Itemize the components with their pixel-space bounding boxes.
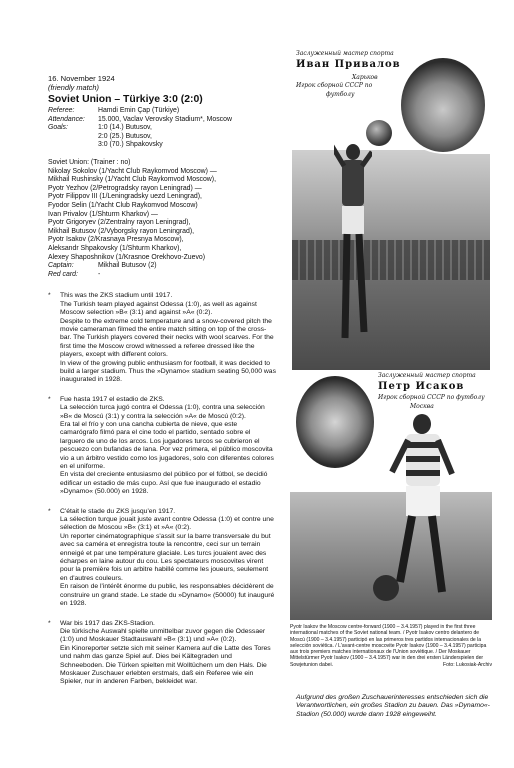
- portrait-privalov: [401, 58, 485, 152]
- player-row: Pyotr Filippov III (1/Leningradsky uezd Leningrad),: [48, 193, 202, 201]
- detail-value: 3:0 (70.) Shpakovsky: [98, 141, 163, 149]
- player-row: Pyotr Isakov (2/Krasnaya Presnya Moscow),: [48, 236, 184, 244]
- note-paragraph: La selección turca jugó contra el Odessa (1:0), contra una selección »B« de Moscú (3:1) y contra la selección »A« de Moscú (0:2).: [60, 404, 265, 420]
- detail-value: Hamdi Emin Çap (Türkiye): [98, 107, 180, 114]
- note-paragraph: Ein Kinoreporter setzte sich mit seiner Kamera auf die Latte des Tores und nahm das ganze Spiel auf. Dies bei Kältegraden und Schneeboden. Die Türken spielten mit Wolltüchern um den Hals. Die Moskauer Zuschauer erlebten erstmals, daß ein Referee wie ein Spieler, nur in anderen Farben, bekleidet war.: [60, 644, 271, 686]
- note-english: [48, 292, 276, 384]
- redcard-value: -: [98, 270, 101, 278]
- note-paragraph: Despite to the extreme cold temperature and a snow-covered pitch the movie cameraman filmed the entire match sitting on top of the cross-bar. The Turkish players covered their necks with wool scarves. For the first time the Moscow crowd witnessed a referee dressed like the players, except with different colors.: [60, 317, 274, 359]
- note-paragraph: This was the ZKS stadium until 1917.: [60, 292, 173, 300]
- detail-label: Attendance:: [48, 115, 85, 123]
- note-paragraph: Fue hasta 1917 el estadio de ZKS.: [60, 395, 165, 403]
- note-paragraph: En raison de l'intérêt énorme du public, les responsables décidèrent de construire un grand stade. Le stade du »Dynamo« (50000) fut inauguré en 1928.: [60, 583, 275, 608]
- match-details: [48, 107, 276, 150]
- stadium-stands: [292, 240, 490, 280]
- note-marker: *: [48, 395, 51, 403]
- note-paragraph: War bis 1917 das ZKS-Stadion.: [60, 619, 155, 627]
- stadium-note-german: Aufgrund des großen Zuschauerinteresses entschieden sich die Verantwortlichen, ein großes Stadion zu bauen. Das »Dynamo«-Stadion (50.000) wurde dann 1928 eingeweiht.: [296, 694, 490, 718]
- caption-role-ru: Игрок сборной СССР по футболу: [378, 394, 485, 401]
- detail-label: [48, 133, 98, 142]
- match-date: 16. November 1924: [48, 74, 115, 83]
- note-paragraph: En vista del creciente entusiasmo del público por el fútbol, se decidió edificar un estadio de más cupo. Así que fue inaugurado el estadio »Dynamo« (50.000) en 1928.: [60, 471, 268, 496]
- caption-city-ru: Москва: [410, 403, 434, 410]
- caption-text: Pyotr Isakov the Moscow centre-forward (1900 – 3.4.1957) played in the first three international matches of the Soviet national team. / Pyotr Isakov centro delantero de Moscú (1900 – 3.4.1957) participó en las primeros tres partidos internacionales de la selección soviética. / L'avant-centre moscovite Pyotr Isakov (1900 – 3.4.1957) participa aux trois premiers matches internationaux de l'Union soviétique. / Der Moskauer Mittelstürmer Pyotr Isakov (1900 – 3.4.1957) war in den drei ersten Länderspielen der Sowjetunion dabei.: [290, 624, 487, 668]
- caption-title-ru: Заслуженный мастер спорта: [296, 50, 394, 57]
- match-title: Soviet Union – Türkiye 3:0 (2:0): [48, 94, 203, 105]
- photo-credit: Foto: Lukosiak-Archiv: [443, 661, 492, 668]
- caption-name-ru: Иван Привалов: [296, 59, 401, 70]
- note-paragraph: La sélection turque jouait juste avant contre Odessa (1:0) et contre une sélection de Moscou »B« (3:1) et »A« (0:2).: [60, 516, 274, 532]
- match-type: (friendly match): [48, 83, 99, 92]
- player-row: Fyodor Selin (1/Yacht Club Raykomvod Moscow): [48, 201, 198, 209]
- player-row: Pyotr Grigoryev (2/Zentralny rayon Leningrad),: [48, 219, 191, 227]
- player-row: Mikhail Butusov (2/Vyborgsky rayon Leningrad),: [48, 227, 195, 235]
- player-row: Alexey Shaposhnikov (1/Krasnoe Orekhovo-Zuevo): [48, 253, 206, 261]
- caption-name-ru: Петр Исаков: [378, 381, 465, 392]
- detail-label: Referee:: [48, 107, 75, 114]
- note-paragraph: Un reporter cinématographique s'assit sur la barre transversale du but avec sa caméra et enregistra toute la rencontre, ceci sur un terrain enneigé et par une température glaciale. Les turcs jouaient avec des écharpes en laine autour du cou. Les spectateurs moscovites virent pour la première fois un arbitre habillé comme les joueurs, seulement en d'autres couleurs.: [60, 532, 271, 582]
- detail-value: 2:0 (25.) Butusov,: [98, 132, 152, 140]
- note-marker: *: [48, 292, 51, 300]
- match-report: [48, 74, 276, 698]
- detail-label: [48, 141, 98, 150]
- player-row: Mikhail Rushinsky (1/Yacht Club Raykomvod Moscow),: [48, 176, 216, 184]
- photo-privalov: [292, 50, 490, 370]
- detail-value: 1:0 (14.) Butusov,: [98, 124, 152, 132]
- note-paragraph: Die türkische Auswahl spielte unmittelbar zuvor gegen die Odessaer (1:0) und Moskauer Stadtauswahl »B« (3:1) und »A« (0:2).: [60, 627, 266, 644]
- note-spanish: [48, 396, 276, 497]
- note-german: [48, 620, 276, 687]
- lineup-header: Soviet Union: (Trainer : no): [48, 158, 131, 166]
- note-french: [48, 508, 276, 609]
- note-marker: *: [48, 619, 51, 627]
- captain-label: Captain:: [48, 262, 74, 270]
- jumping-player-figure: [334, 142, 372, 354]
- portrait-isakov: [296, 376, 374, 468]
- note-marker: *: [48, 507, 51, 515]
- caption-role-ru: Игрок сборной СССР по: [296, 82, 373, 89]
- player-row: Aleksandr Shpakovsky (1/Shturm Kharkov),: [48, 244, 182, 252]
- detail-label: Goals:: [48, 124, 68, 132]
- note-paragraph: Era tal el frío y con una cancha cubierta de nieve, que este camarógrafo filmó para el cine todo el partido, sentado sobre el larguero de uno de los arcos. Los jugadores turcos se cubrieron el pescuezo con bufandas de lana. Por vez primera, el público moscovita vio a un árbitro vestido como los jugadores, solo con diferentes colores en el uniforme.: [60, 420, 274, 470]
- detail-value: 15.000, Vaclav Verovsky Stadium*, Moscow: [98, 115, 232, 123]
- kneeling-player-figure: [372, 412, 462, 608]
- redcard-label: Red card:: [48, 270, 78, 278]
- player-row: Ivan Privalov (1/Shturm Kharkov) —: [48, 210, 158, 218]
- footnotes: [48, 292, 276, 686]
- caption-sport-ru: футболу: [326, 91, 355, 98]
- photo-isakov: [290, 372, 492, 620]
- note-paragraph: C'était le stade du ZKS jusqu'en 1917.: [60, 507, 176, 515]
- captain-value: Mikhail Butusov (2): [98, 262, 157, 270]
- lineup: [48, 159, 276, 279]
- captain-row: [48, 262, 276, 279]
- caption-title-ru: Заслуженный мастер спорта: [378, 372, 476, 379]
- note-paragraph: The Turkish team played against Odessa (1:0), as well as against Moscow selection »B« (3:1) and against »A« (0:2).: [60, 300, 257, 317]
- photo-caption: [290, 624, 492, 668]
- note-paragraph: In view of the growing public enthusiasm for football, it was decided to build a larger stadium. Thus the »Dynamo« stadium seating 50,000 was inaugurated in 1928.: [60, 359, 276, 384]
- player-row: Pyotr Yezhov (2/Petrogradsky rayon Leningrad) —: [48, 184, 202, 192]
- caption-city-ru: Харьков: [352, 74, 378, 81]
- player-row: Nikolay Sokolov (1/Yacht Club Raykomvod Moscow) —: [48, 167, 217, 175]
